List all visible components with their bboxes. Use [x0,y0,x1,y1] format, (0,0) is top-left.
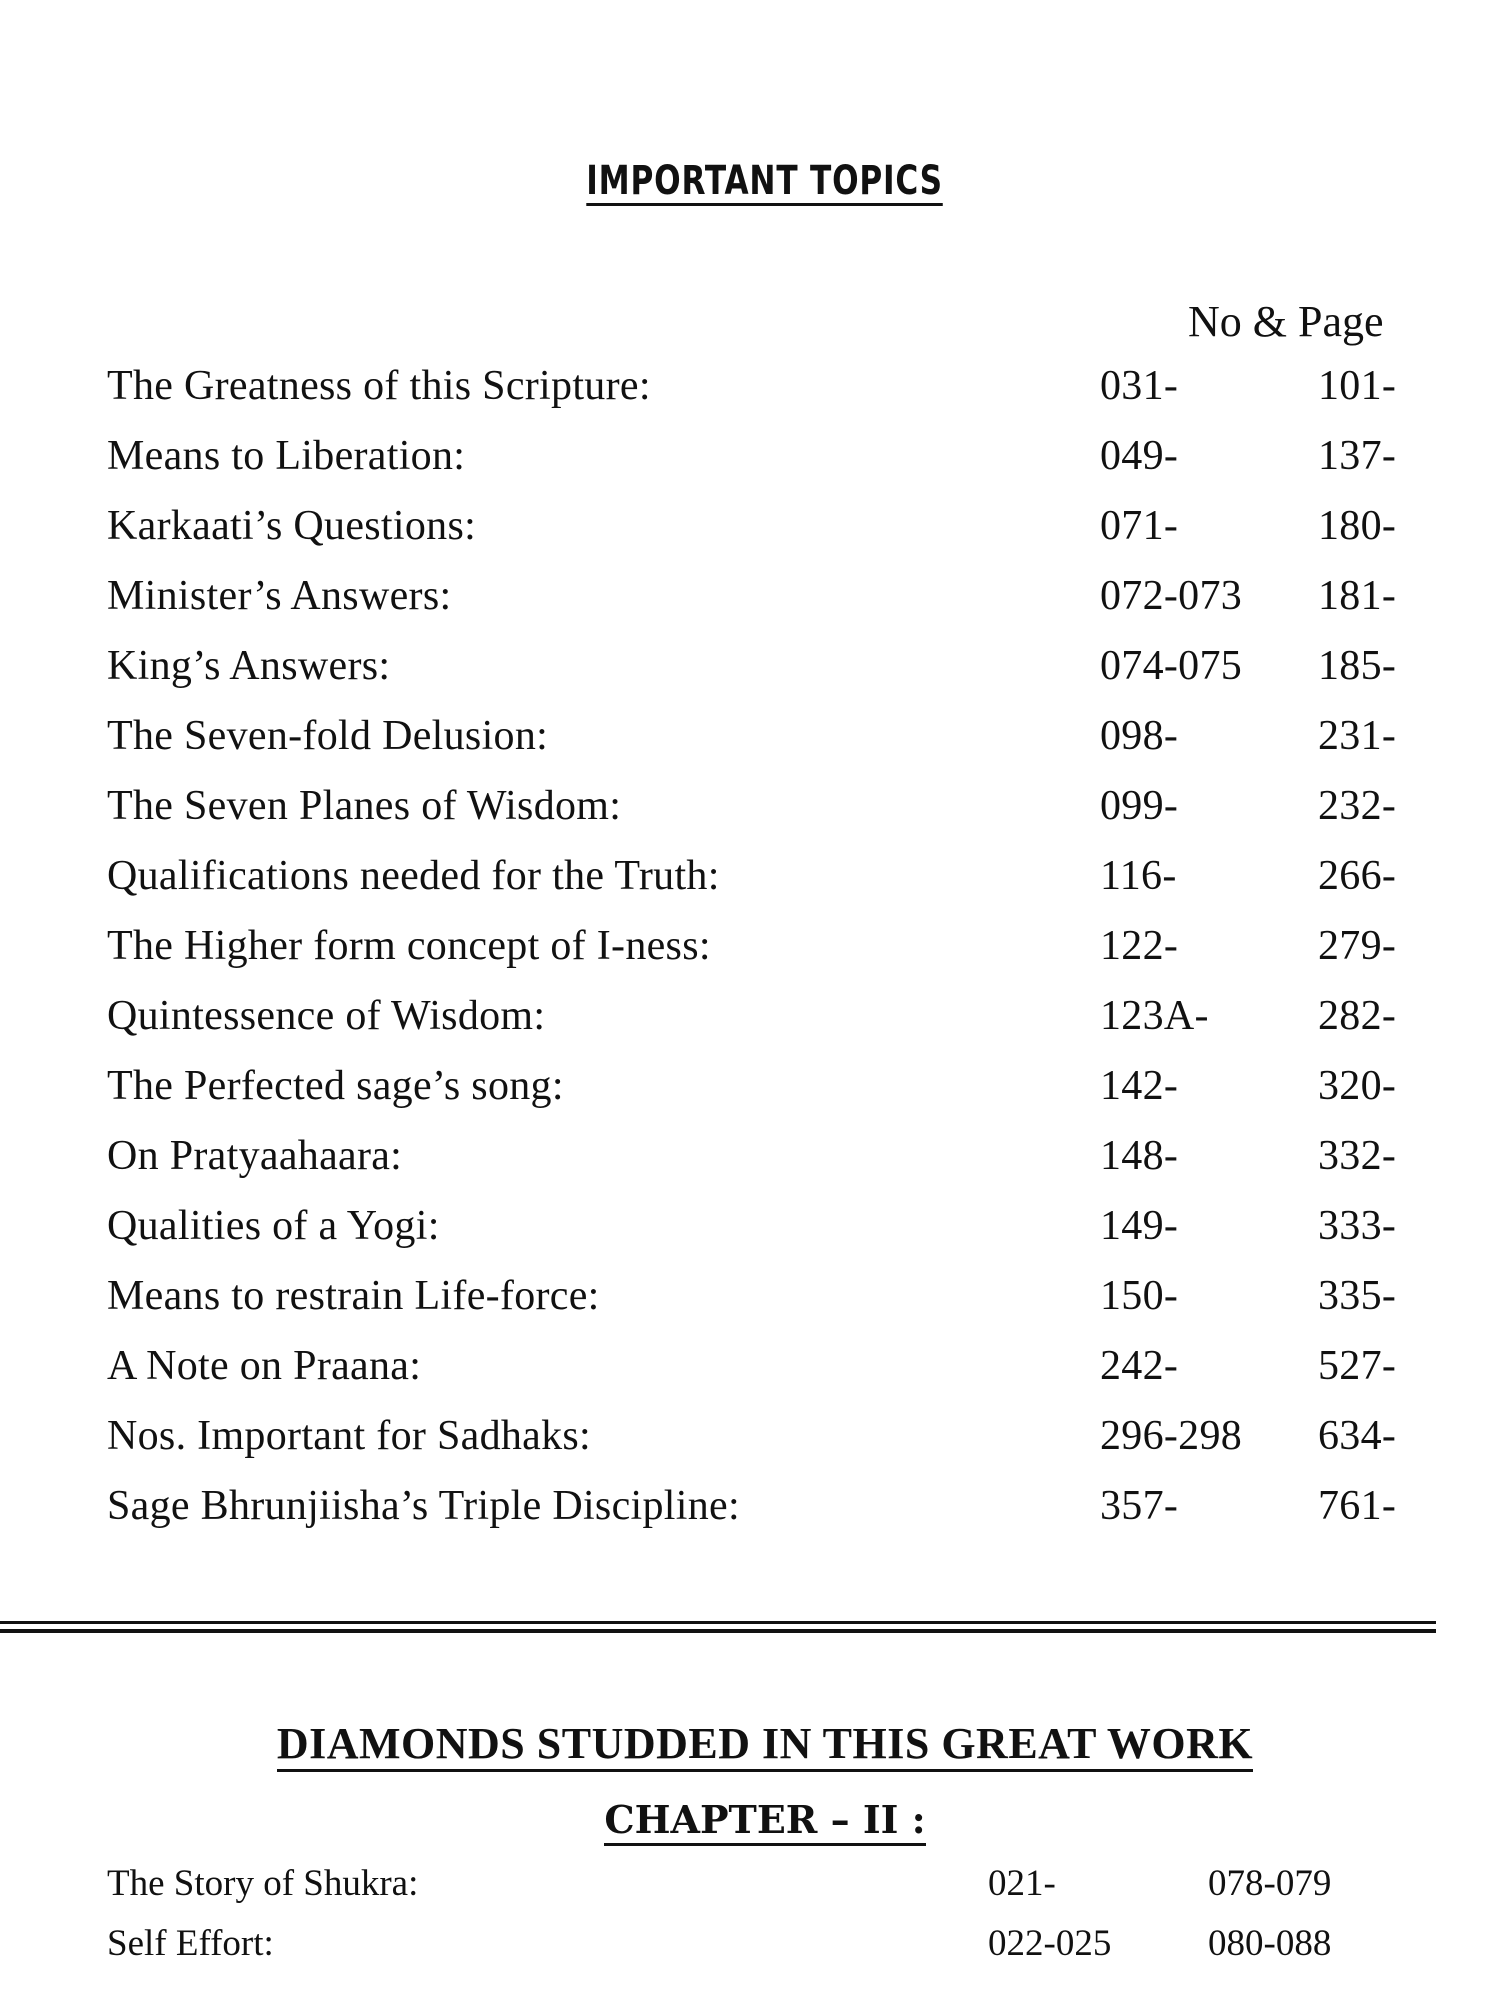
topic-row [0,362,1500,432]
entry-page: 080-088 [1208,1923,1332,1964]
entry-title: The Higher form concept of I-ness: [107,923,711,969]
topic-row [0,1062,1500,1132]
entry-page: 335- [1318,1273,1397,1319]
topic-row [0,1132,1500,1202]
entry-page: 137- [1318,433,1397,479]
entry-title: The Story of Shukra: [107,1863,419,1904]
entry-number: 049- [1100,433,1179,479]
entry-title: On Pratyaahaara: [107,1133,403,1179]
entry-page: 320- [1318,1063,1397,1109]
entry-number: 150- [1100,1273,1179,1319]
topic-row [0,1342,1500,1412]
entry-title: The Greatness of this Scripture: [107,363,651,409]
topic-row [0,1202,1500,1272]
entry-title: Minister’s Answers: [107,573,452,619]
entry-number: 296-298 [1100,1413,1243,1459]
entry-title: Karkaati’s Questions: [107,503,477,549]
diamond-row [0,1862,1500,1922]
entry-title: The Perfected sage’s song: [107,1063,564,1109]
section-divider [0,1621,1436,1633]
entry-title: The Seven Planes of Wisdom: [107,783,622,829]
topic-row [0,782,1500,852]
entry-title: A Note on Praana: [107,1343,422,1389]
important-topics-list [0,362,1500,1552]
entry-title: King’s Answers: [107,643,391,689]
topic-row [0,642,1500,712]
entry-page: 761- [1318,1483,1397,1529]
entry-number: 149- [1100,1203,1179,1249]
diamonds-heading-text: DIAMONDS STUDDED IN THIS GREAT WORK [277,1719,1253,1772]
entry-number: 357- [1100,1483,1179,1529]
entry-title: The Seven-fold Delusion: [107,713,549,759]
entry-page: 101- [1318,363,1397,409]
topic-row [0,502,1500,572]
topic-row [0,1272,1500,1342]
diamond-row [0,1922,1500,1982]
entry-page: 333- [1318,1203,1397,1249]
entry-page: 232- [1318,783,1397,829]
entry-page: 279- [1318,923,1397,969]
entry-page: 181- [1318,573,1397,619]
entry-page: 180- [1318,503,1397,549]
entry-number: 116- [1100,853,1177,899]
topic-row [0,992,1500,1062]
entry-page: 185- [1318,643,1397,689]
entry-title: Qualities of a Yogi: [107,1203,440,1249]
entry-title: Nos. Important for Sadhaks: [107,1413,592,1459]
topic-row [0,1482,1500,1552]
entry-page: 266- [1318,853,1397,899]
diamonds-heading [0,1718,1500,1769]
entry-number: 148- [1100,1133,1179,1179]
entry-number: 071- [1100,503,1179,549]
chapter-heading [0,1797,1500,1842]
entry-page: 527- [1318,1343,1397,1389]
entry-page: 282- [1318,993,1397,1039]
entry-number: 098- [1100,713,1179,759]
entry-title: Means to restrain Life-force: [107,1273,600,1319]
topic-row [0,1412,1500,1482]
entry-title: Self Effort: [107,1923,274,1964]
topic-row [0,572,1500,642]
topic-row [0,922,1500,992]
important-topics-heading-text: IMPORTANT TOPICS [586,158,944,204]
topic-row [0,712,1500,782]
topic-row [0,852,1500,922]
entry-title: Qualifications needed for the Truth: [107,853,720,899]
entry-number: 074-075 [1100,643,1243,689]
entry-number: 021- [988,1863,1056,1904]
entry-number: 031- [1100,363,1179,409]
entry-page: 231- [1318,713,1397,759]
chapter-heading-text: CHAPTER – II : [604,1797,925,1846]
column-header-no-page: No & Page [1188,297,1384,346]
diamonds-list [0,1862,1500,1982]
topic-row [0,432,1500,502]
section-divider-middle-line [0,1629,1436,1631]
entry-number: 022-025 [988,1923,1112,1964]
entry-number: 072-073 [1100,573,1243,619]
entry-number: 242- [1100,1343,1179,1389]
entry-number: 142- [1100,1063,1179,1109]
entry-title: Sage Bhrunjiisha’s Triple Discipline: [107,1483,740,1529]
entry-page: 078-079 [1208,1863,1332,1904]
entry-number: 099- [1100,783,1179,829]
entry-page: 332- [1318,1133,1397,1179]
important-topics-heading [0,158,1500,206]
entry-page: 634- [1318,1413,1397,1459]
entry-number: 123A- [1100,993,1209,1039]
entry-number: 122- [1100,923,1179,969]
entry-title: Means to Liberation: [107,433,466,479]
entry-title: Quintessence of Wisdom: [107,993,546,1039]
